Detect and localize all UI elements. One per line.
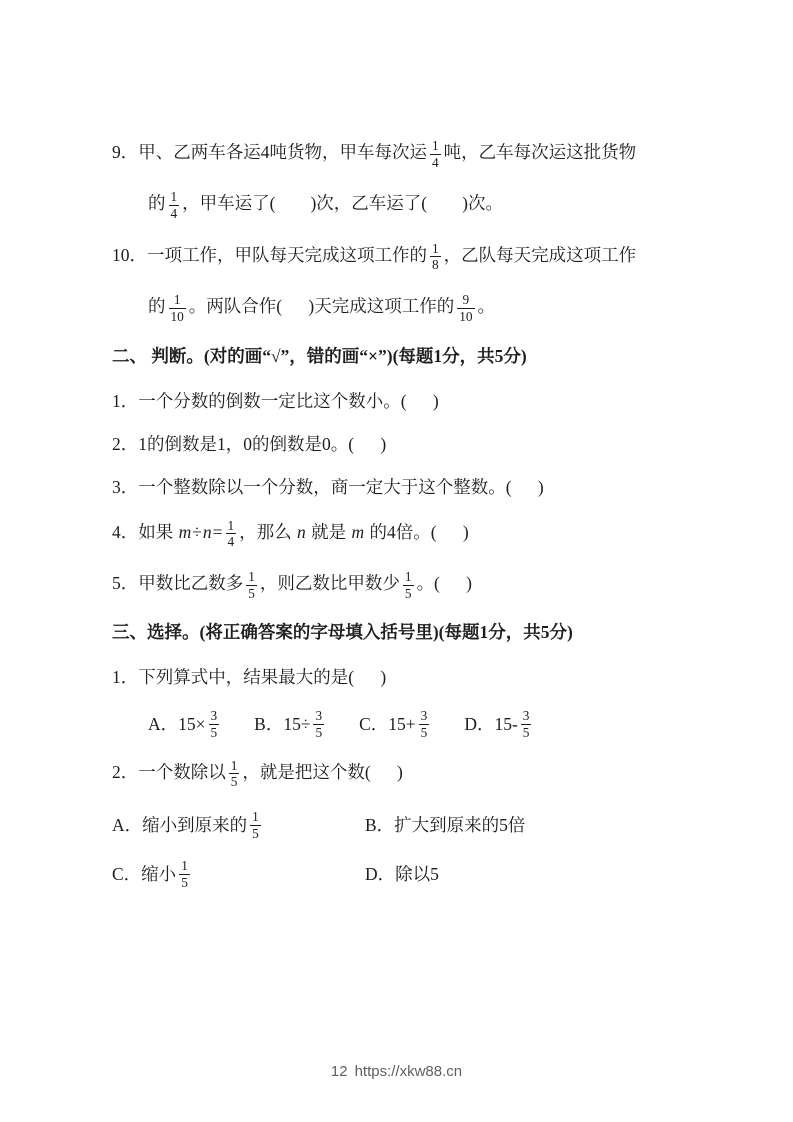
fraction: $\frac{3}{5}$ xyxy=(522,708,530,740)
fraction: $\frac{1}{4}$ xyxy=(432,138,439,170)
option: A．15× $\frac{3}{5}$ xyxy=(148,708,218,740)
variable: m xyxy=(351,521,365,542)
fraction: $\frac{1}{5}$ xyxy=(252,809,259,841)
choice-2-options-row-2 xyxy=(112,858,701,890)
fraction: $\frac{1}{4}$ xyxy=(170,189,178,222)
judge-item-4: 4．如果 m÷n= $\frac{1}{4}$ ，那么 n 就是 m 的4倍。( ) xyxy=(112,517,469,550)
choice-2-options-row-1 xyxy=(112,809,701,841)
variable: m xyxy=(178,521,192,542)
page-number: 12 xyxy=(330,1063,348,1080)
fraction: $\frac{1}{8}$ xyxy=(432,240,439,273)
choice-1-options xyxy=(112,708,701,740)
footer-url: https://xkw88.cn xyxy=(354,1063,463,1080)
option: D．15- $\frac{3}{5}$ xyxy=(464,708,530,740)
judge-item-3: 3．一个整数除以一个分数，商一定大于这个整数。( ) xyxy=(112,476,544,497)
section-3-header: 三、选择。(将正确答案的字母填入括号里)(每题1分，共5分) xyxy=(112,622,573,643)
variable: n xyxy=(297,521,306,542)
fraction: $\frac{3}{5}$ xyxy=(315,708,323,740)
option: C．缩小 $\frac{1}{5}$ xyxy=(112,858,188,891)
question-9-line-1: 9．甲、乙两车各运4吨货物，甲车每次运 $\frac{1}{4}$ 吨，乙车每次运这批货物 xyxy=(112,138,637,170)
option: D．除以5 xyxy=(365,863,439,884)
judge-item-5: 5．甲数比乙数多 $\frac{1}{5}$ ，则乙数比甲数少 $\frac{1}{5}$ 。( ) xyxy=(112,568,472,601)
fraction: $\frac{1}{4}$ xyxy=(227,517,235,550)
fraction: $\frac{1}{5}$ xyxy=(181,858,188,891)
fraction: $\frac{9}{10}$ xyxy=(459,292,473,324)
fraction: $\frac{3}{5}$ xyxy=(210,708,218,740)
question-10-line-2: 的 $\frac{1}{10}$ 。两队合作( )天完成这项工作的 $\frac{9}{10}$ 。 xyxy=(148,292,495,324)
choice-item-1: 1．下列算式中，结果最大的是( ) xyxy=(112,667,387,688)
option: B．15÷ $\frac{3}{5}$ xyxy=(254,708,323,740)
fraction: $\frac{3}{5}$ xyxy=(420,708,428,740)
judge-item-1: 1．一个分数的倒数一定比这个数小。( ) xyxy=(112,390,439,411)
variable: n xyxy=(202,521,212,542)
choice-item-2: 2．一个数除以 $\frac{1}{5}$ ，就是把这个数( ) xyxy=(112,757,403,790)
option: A．缩小到原来的 $\frac{1}{5}$ xyxy=(112,809,259,841)
option: B．扩大到原来的5倍 xyxy=(365,814,526,835)
option: C．15+ $\frac{3}{5}$ xyxy=(359,708,428,740)
document-body xyxy=(112,138,701,891)
fraction: $\frac{1}{5}$ xyxy=(404,568,412,601)
fraction: $\frac{1}{5}$ xyxy=(248,568,255,601)
page-footer xyxy=(0,1063,793,1080)
question-10-line-1: 10．一项工作，甲队每天完成这项工作的 $\frac{1}{8}$ ，乙队每天完成这项工作 xyxy=(112,240,637,273)
fraction: $\frac{1}{5}$ xyxy=(230,757,238,790)
judge-item-2: 2．1的倒数是1，0的倒数是0。( ) xyxy=(112,433,387,454)
fraction: $\frac{1}{10}$ xyxy=(170,292,184,324)
section-2-header: 二、 判断。(对的画“√”，错的画“×”)(每题1分，共5分) xyxy=(112,345,527,366)
question-9-line-2: 的 $\frac{1}{4}$ ，甲车运了( )次，乙车运了( )次。 xyxy=(148,189,503,222)
